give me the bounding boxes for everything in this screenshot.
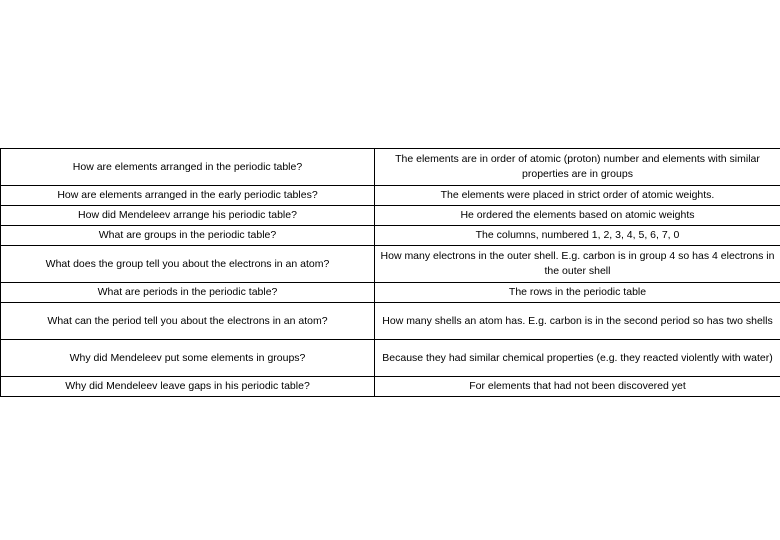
table-row [1, 206, 780, 226]
answer-cell: The elements were placed in strict order of atomic weights. [375, 186, 780, 206]
question-cell: What are periods in the periodic table? [1, 283, 375, 303]
table-row [1, 186, 780, 206]
question-cell: How are elements arranged in the early periodic tables? [1, 186, 375, 206]
question-cell: What can the period tell you about the electrons in an atom? [1, 303, 375, 340]
question-cell: What does the group tell you about the electrons in an atom? [1, 246, 375, 283]
table-row [1, 340, 780, 377]
table-row [1, 226, 780, 246]
answer-cell: How many electrons in the outer shell. E.g. carbon is in group 4 so has 4 electrons in the outer shell [375, 246, 780, 283]
table-row [1, 149, 780, 186]
table-row [1, 377, 780, 397]
answer-cell: The rows in the periodic table [375, 283, 780, 303]
question-cell: How did Mendeleev arrange his periodic table? [1, 206, 375, 226]
table-row [1, 246, 780, 283]
answer-cell: The columns, numbered 1, 2, 3, 4, 5, 6, 7, 0 [375, 226, 780, 246]
answer-cell: Because they had similar chemical properties (e.g. they reacted violently with water) [375, 340, 780, 377]
question-cell: How are elements arranged in the periodic table? [1, 149, 375, 186]
table-row [1, 303, 780, 340]
answer-cell: For elements that had not been discovered yet [375, 377, 780, 397]
answer-cell: The elements are in order of atomic (proton) number and elements with similar properties are in groups [375, 149, 780, 186]
question-cell: Why did Mendeleev put some elements in groups? [1, 340, 375, 377]
question-cell: Why did Mendeleev leave gaps in his periodic table? [1, 377, 375, 397]
answer-cell: He ordered the elements based on atomic weights [375, 206, 780, 226]
question-answer-table [0, 148, 780, 397]
table-row [1, 283, 780, 303]
question-cell: What are groups in the periodic table? [1, 226, 375, 246]
answer-cell: How many shells an atom has. E.g. carbon is in the second period so has two shells [375, 303, 780, 340]
